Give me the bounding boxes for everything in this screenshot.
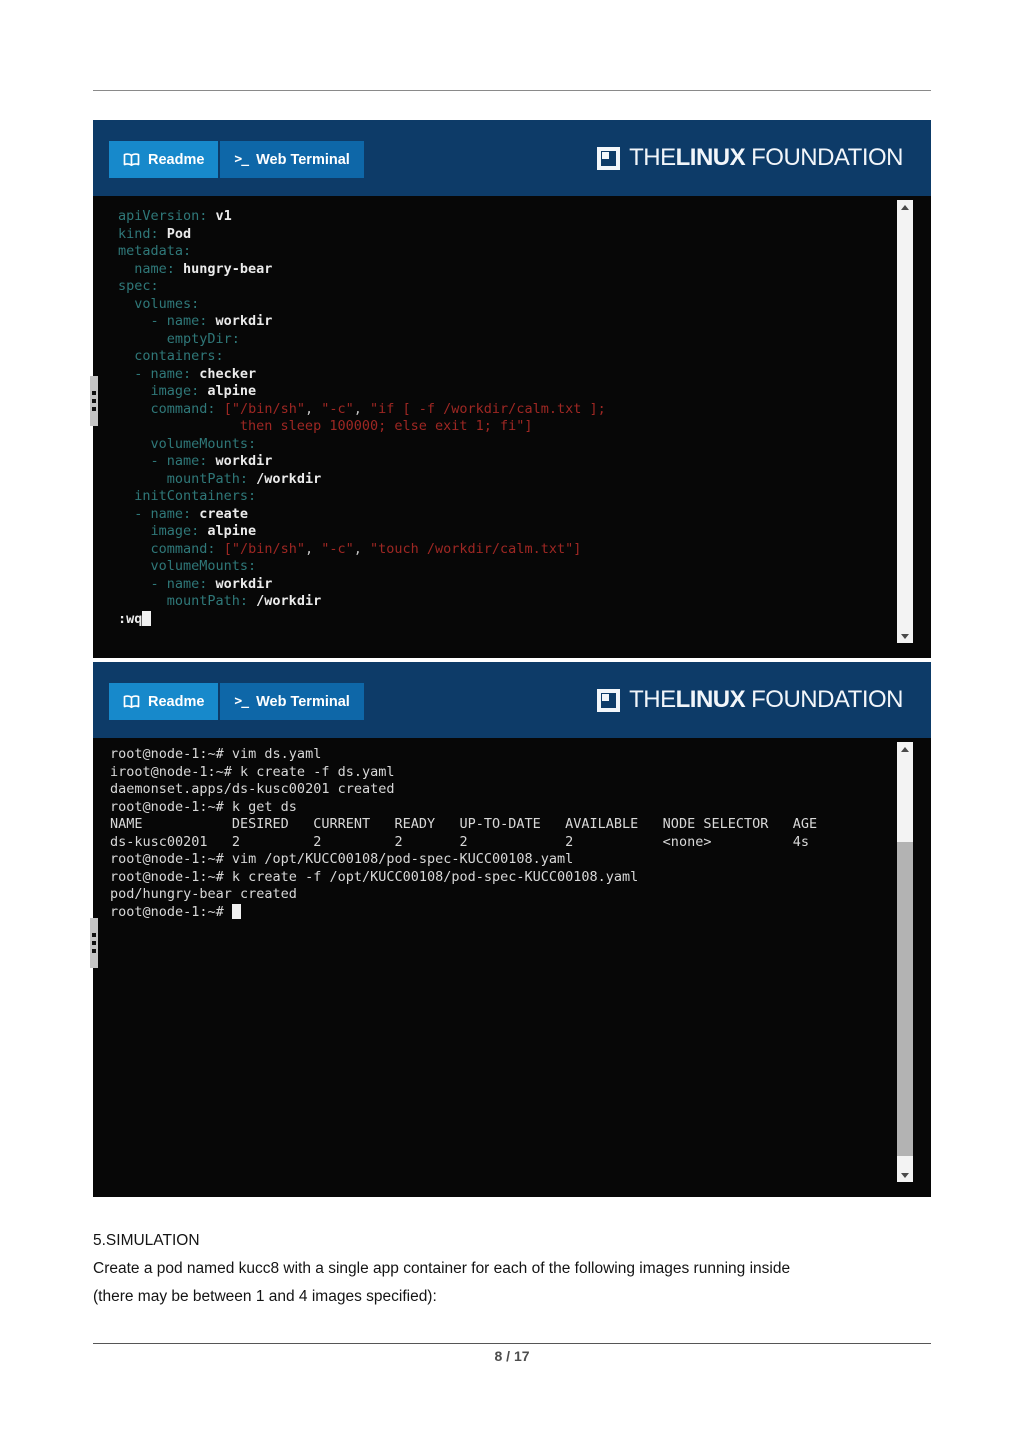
terminal-cursor (232, 904, 241, 919)
tab-label: Web Terminal (256, 151, 350, 168)
terminal-line: volumes: (118, 295, 200, 312)
tab-web-terminal[interactable] (220, 683, 363, 720)
logo-text-the: THE (629, 686, 676, 713)
terminal-line: - name: workdir (118, 575, 273, 592)
question-block (93, 1227, 938, 1311)
logo-text-linux: LINUX (675, 686, 746, 713)
terminal-shell[interactable] (93, 738, 931, 1197)
top-rule (93, 90, 931, 91)
terminal-line: - name: workdir (118, 313, 273, 329)
question-heading: 5.SIMULATION (93, 1232, 200, 1249)
scroll-down-button[interactable] (897, 629, 913, 643)
terminal-line: kind: Pod (118, 225, 192, 242)
screenshot-yaml-terminal (93, 120, 931, 658)
header-tabs (109, 683, 364, 720)
screenshot-kubectl-terminal (93, 662, 931, 1197)
question-text-line2: (there may be between 1 and 4 images specified): (93, 1288, 437, 1305)
terminal-line: name: hungry-bear (118, 260, 273, 277)
terminal-line: - name: workdir (118, 453, 273, 469)
footer-rule (93, 1343, 931, 1344)
drag-handle-dots (90, 376, 98, 426)
tab-label: Readme (148, 693, 205, 710)
terminal-line: root@node-1:~# vim ds.yaml (110, 746, 322, 762)
page-number: 8 / 17 (494, 1348, 530, 1364)
terminal-line: emptyDir: (118, 330, 240, 347)
terminal-line: image: alpine (118, 383, 257, 399)
terminal-line: iroot@node-1:~# k create -f ds.yaml (110, 763, 395, 780)
terminal-line: mountPath: /workdir (118, 593, 322, 609)
drag-handle-dots (90, 918, 98, 968)
terminal-line: - name: checker (118, 365, 257, 382)
terminal-line: root@node-1:~# k create -f /opt/KUCC00108/pod-spec-KUCC00108.yaml (110, 868, 639, 885)
linux-foundation-logo (597, 662, 903, 738)
book-icon (123, 695, 140, 709)
tab-label: Web Terminal (256, 693, 350, 710)
terminal-line: mountPath: /workdir (118, 470, 322, 487)
linux-foundation-logo-icon (597, 689, 620, 712)
lf-header (93, 120, 931, 196)
linux-foundation-logo-icon (597, 147, 620, 170)
terminal-lines (93, 196, 901, 628)
terminal-line: apiVersion: v1 (118, 208, 232, 224)
terminal-lines (93, 738, 901, 921)
terminal-cursor (142, 611, 151, 626)
tab-readme[interactable] (109, 683, 218, 720)
header-tabs (109, 141, 364, 178)
logo-text-foundation: FOUNDATION (751, 144, 903, 171)
tab-web-terminal[interactable] (220, 141, 363, 178)
terminal-line: then sleep 100000; else exit 1; fi"] (118, 418, 533, 434)
lf-header (93, 662, 931, 738)
terminal-prompt-icon: >_ (234, 694, 249, 709)
question-text-line1: Create a pod named kucc8 with a single app container for each of the following images running inside (93, 1260, 791, 1277)
logo-text-foundation: FOUNDATION (751, 686, 903, 713)
tab-label: Readme (148, 151, 205, 168)
terminal-line: volumeMounts: (118, 435, 257, 452)
terminal-line: ds-kusc00201 2 2 2 2 2 <none> 4s (110, 833, 809, 850)
terminal-line: - name: create (118, 505, 249, 522)
scroll-down-button[interactable] (897, 1168, 913, 1182)
terminal-line: image: alpine (118, 523, 257, 539)
logo-text-linux: LINUX (675, 144, 746, 171)
scroll-up-button[interactable] (897, 742, 913, 756)
scroll-up-button[interactable] (897, 200, 913, 214)
terminal-line: containers: (118, 348, 224, 364)
terminal-line: command: ["/bin/sh", "-c", "touch /workdir/calm.txt"] (118, 540, 582, 557)
terminal-line: :wq (118, 611, 901, 629)
book-icon (123, 153, 140, 167)
linux-foundation-logo (597, 120, 903, 196)
terminal-line: spec: (118, 278, 159, 294)
terminal-line: NAME DESIRED CURRENT READY UP-TO-DATE AVAILABLE NODE SELECTOR AGE (110, 816, 818, 832)
scrollbar-track-gray[interactable] (897, 842, 913, 1156)
terminal-yaml-editor[interactable] (93, 196, 931, 658)
terminal-line: root@node-1:~# vim /opt/KUCC00108/pod-spec-KUCC00108.yaml (110, 851, 574, 867)
terminal-line: initContainers: (118, 488, 257, 504)
terminal-prompt-icon: >_ (234, 152, 249, 167)
scrollbar[interactable] (897, 200, 913, 643)
terminal-line: daemonset.apps/ds-kusc00201 created (110, 781, 395, 797)
terminal-line: volumeMounts: (118, 558, 257, 574)
scrollbar[interactable] (897, 742, 913, 1182)
terminal-line: root@node-1:~# k get ds (110, 798, 297, 815)
tab-readme[interactable] (109, 141, 218, 178)
terminal-line: metadata: (118, 243, 192, 259)
logo-text-the: THE (629, 144, 676, 171)
terminal-line: pod/hungry-bear created (110, 886, 297, 902)
terminal-line: root@node-1:~# (110, 904, 901, 922)
terminal-line: command: ["/bin/sh", "-c", "if [ -f /workdir/calm.txt ]; (118, 400, 606, 417)
